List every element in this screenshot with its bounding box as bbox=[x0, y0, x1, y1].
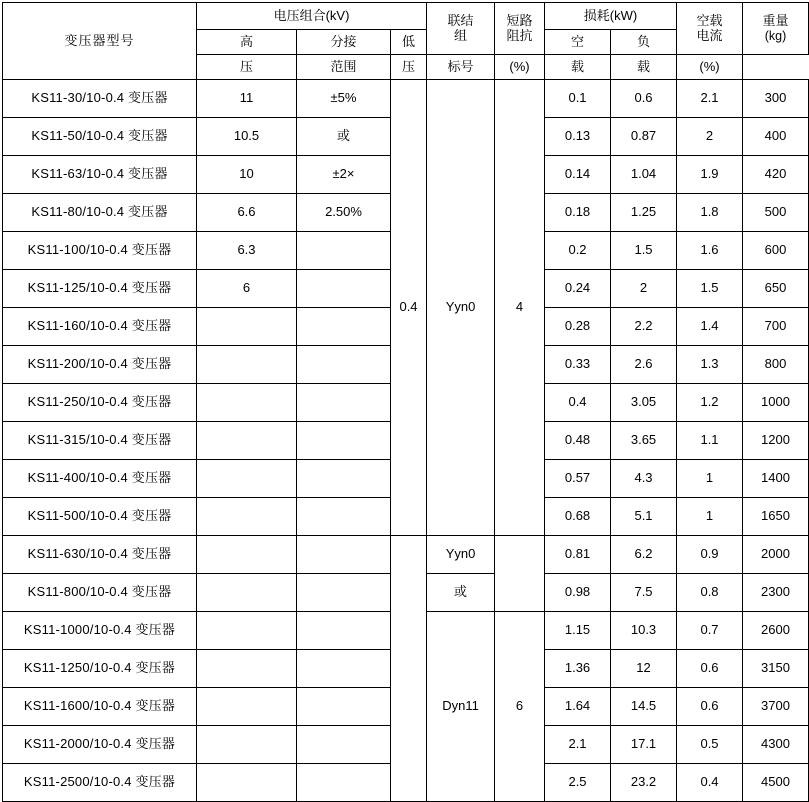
cell-high: 6.6 bbox=[197, 194, 297, 232]
cell-high bbox=[197, 574, 297, 612]
cell-load-loss: 3.05 bbox=[611, 384, 677, 422]
cell-model: KS11-2500/10-0.4 变压器 bbox=[3, 764, 197, 802]
cell-model: KS11-50/10-0.4 变压器 bbox=[3, 118, 197, 156]
cell-tap bbox=[297, 574, 391, 612]
cell-tap bbox=[297, 688, 391, 726]
cell-no-load-current: 0.9 bbox=[677, 536, 743, 574]
header-no-load-current-unit: (%) bbox=[677, 55, 743, 80]
cell-no-load-loss: 0.57 bbox=[545, 460, 611, 498]
table-row bbox=[3, 80, 809, 118]
cell-weight: 400 bbox=[743, 118, 809, 156]
cell-load-loss: 2.6 bbox=[611, 346, 677, 384]
header-impedance bbox=[495, 3, 545, 55]
header-load-1: 负 bbox=[611, 30, 677, 55]
cell-no-load-current: 0.6 bbox=[677, 650, 743, 688]
cell-high bbox=[197, 498, 297, 536]
cell-model: KS11-125/10-0.4 变压器 bbox=[3, 270, 197, 308]
cell-weight: 700 bbox=[743, 308, 809, 346]
cell-weight: 2600 bbox=[743, 612, 809, 650]
cell-weight: 300 bbox=[743, 80, 809, 118]
cell-load-loss: 6.2 bbox=[611, 536, 677, 574]
cell-model: KS11-400/10-0.4 变压器 bbox=[3, 460, 197, 498]
cell-high bbox=[197, 764, 297, 802]
cell-weight: 500 bbox=[743, 194, 809, 232]
cell-load-loss: 3.65 bbox=[611, 422, 677, 460]
header-no-load-current-line1: 空载 bbox=[696, 12, 723, 28]
cell-tap bbox=[297, 308, 391, 346]
cell-model: KS11-100/10-0.4 变压器 bbox=[3, 232, 197, 270]
cell-tap bbox=[297, 346, 391, 384]
cell-high: 6.3 bbox=[197, 232, 297, 270]
cell-weight: 3700 bbox=[743, 688, 809, 726]
cell-model: KS11-250/10-0.4 变压器 bbox=[3, 384, 197, 422]
header-no-load-current-line2: 电流 bbox=[696, 27, 723, 43]
cell-weight: 3150 bbox=[743, 650, 809, 688]
cell-weight: 4500 bbox=[743, 764, 809, 802]
cell-no-load-current: 1.3 bbox=[677, 346, 743, 384]
cell-low-voltage-merged: 0.4 bbox=[391, 80, 427, 536]
cell-model: KS11-1250/10-0.4 变压器 bbox=[3, 650, 197, 688]
cell-weight: 650 bbox=[743, 270, 809, 308]
header-loss: 损耗(kW) bbox=[545, 3, 677, 30]
cell-tap bbox=[297, 422, 391, 460]
cell-no-load-current: 1.1 bbox=[677, 422, 743, 460]
cell-no-load-loss: 0.1 bbox=[545, 80, 611, 118]
cell-group-merged-top: Yyn0 bbox=[427, 80, 495, 536]
header-row-1 bbox=[3, 3, 809, 30]
cell-model: KS11-1000/10-0.4 变压器 bbox=[3, 612, 197, 650]
cell-load-loss: 2 bbox=[611, 270, 677, 308]
cell-weight: 1000 bbox=[743, 384, 809, 422]
header-high-2: 压 bbox=[197, 55, 297, 80]
cell-no-load-loss: 0.28 bbox=[545, 308, 611, 346]
cell-load-loss: 2.2 bbox=[611, 308, 677, 346]
cell-load-loss: 17.1 bbox=[611, 726, 677, 764]
cell-tap bbox=[297, 536, 391, 574]
cell-no-load-loss: 0.33 bbox=[545, 346, 611, 384]
cell-tap bbox=[297, 726, 391, 764]
cell-model: KS11-500/10-0.4 变压器 bbox=[3, 498, 197, 536]
cell-model: KS11-2000/10-0.4 变压器 bbox=[3, 726, 197, 764]
cell-high: 10 bbox=[197, 156, 297, 194]
cell-no-load-loss: 0.98 bbox=[545, 574, 611, 612]
cell-no-load-loss: 0.48 bbox=[545, 422, 611, 460]
cell-weight: 2000 bbox=[743, 536, 809, 574]
cell-high bbox=[197, 612, 297, 650]
header-impedance-line1: 短路 bbox=[506, 12, 533, 28]
cell-no-load-current: 1 bbox=[677, 460, 743, 498]
cell-no-load-current: 1.2 bbox=[677, 384, 743, 422]
spec-sheet bbox=[0, 2, 790, 790]
cell-tap bbox=[297, 650, 391, 688]
header-impedance-unit: (%) bbox=[495, 55, 545, 80]
cell-tap: 或 bbox=[297, 118, 391, 156]
cell-no-load-current: 0.5 bbox=[677, 726, 743, 764]
cell-no-load-current: 1.9 bbox=[677, 156, 743, 194]
cell-model: KS11-1600/10-0.4 变压器 bbox=[3, 688, 197, 726]
cell-tap: ±2× bbox=[297, 156, 391, 194]
cell-tap bbox=[297, 764, 391, 802]
header-load-2: 载 bbox=[611, 55, 677, 80]
cell-tap bbox=[297, 612, 391, 650]
cell-tap: ±5% bbox=[297, 80, 391, 118]
cell-no-load-loss: 0.68 bbox=[545, 498, 611, 536]
cell-tap: 2.50% bbox=[297, 194, 391, 232]
cell-impedance-blank bbox=[495, 536, 545, 612]
header-weight bbox=[743, 3, 809, 55]
cell-model: KS11-200/10-0.4 变压器 bbox=[3, 346, 197, 384]
header-no-load-1: 空 bbox=[545, 30, 611, 55]
cell-weight: 1400 bbox=[743, 460, 809, 498]
cell-group-dyn11: Dyn11 bbox=[427, 612, 495, 802]
header-low-2: 压 bbox=[391, 55, 427, 80]
cell-high bbox=[197, 308, 297, 346]
cell-model: KS11-63/10-0.4 变压器 bbox=[3, 156, 197, 194]
cell-weight: 1650 bbox=[743, 498, 809, 536]
header-tap-2: 范围 bbox=[297, 55, 391, 80]
cell-weight: 800 bbox=[743, 346, 809, 384]
cell-no-load-loss: 0.18 bbox=[545, 194, 611, 232]
cell-no-load-current: 1.8 bbox=[677, 194, 743, 232]
cell-no-load-current: 1.5 bbox=[677, 270, 743, 308]
cell-weight: 2300 bbox=[743, 574, 809, 612]
header-impedance-line2: 阻抗 bbox=[506, 27, 533, 43]
header-connection-group bbox=[427, 3, 495, 55]
header-voltage-combination: 电压组合(kV) bbox=[197, 3, 427, 30]
cell-no-load-loss: 1.36 bbox=[545, 650, 611, 688]
cell-no-load-loss: 2.5 bbox=[545, 764, 611, 802]
cell-load-loss: 7.5 bbox=[611, 574, 677, 612]
cell-load-loss: 5.1 bbox=[611, 498, 677, 536]
cell-tap bbox=[297, 384, 391, 422]
cell-no-load-current: 2.1 bbox=[677, 80, 743, 118]
cell-no-load-loss: 0.13 bbox=[545, 118, 611, 156]
cell-high: 10.5 bbox=[197, 118, 297, 156]
cell-no-load-current: 1.4 bbox=[677, 308, 743, 346]
cell-load-loss: 1.25 bbox=[611, 194, 677, 232]
table-row bbox=[3, 536, 809, 574]
cell-tap bbox=[297, 498, 391, 536]
cell-group-or: 或 bbox=[427, 574, 495, 612]
cell-no-load-current: 2 bbox=[677, 118, 743, 156]
cell-load-loss: 14.5 bbox=[611, 688, 677, 726]
cell-model: KS11-30/10-0.4 变压器 bbox=[3, 80, 197, 118]
cell-load-loss: 1.5 bbox=[611, 232, 677, 270]
cell-no-load-current: 0.7 bbox=[677, 612, 743, 650]
header-no-load-2: 载 bbox=[545, 55, 611, 80]
header-tap-1: 分接 bbox=[297, 30, 391, 55]
cell-high bbox=[197, 536, 297, 574]
cell-load-loss: 10.3 bbox=[611, 612, 677, 650]
cell-group-yyn0: Yyn0 bbox=[427, 536, 495, 574]
cell-high: 6 bbox=[197, 270, 297, 308]
cell-load-loss: 23.2 bbox=[611, 764, 677, 802]
transformer-spec-table bbox=[2, 2, 809, 802]
cell-model: KS11-160/10-0.4 变压器 bbox=[3, 308, 197, 346]
cell-load-loss: 1.04 bbox=[611, 156, 677, 194]
cell-load-loss: 0.87 bbox=[611, 118, 677, 156]
cell-weight: 600 bbox=[743, 232, 809, 270]
header-connection-group-line2: 组 bbox=[454, 27, 468, 43]
cell-no-load-loss: 2.1 bbox=[545, 726, 611, 764]
cell-no-load-current: 1 bbox=[677, 498, 743, 536]
header-weight-unit: (kg) bbox=[764, 28, 787, 43]
header-no-load-current bbox=[677, 3, 743, 55]
cell-tap bbox=[297, 232, 391, 270]
header-weight-label: 重量 bbox=[762, 12, 789, 28]
cell-model: KS11-630/10-0.4 变压器 bbox=[3, 536, 197, 574]
cell-no-load-loss: 1.64 bbox=[545, 688, 611, 726]
header-connection-group-line1: 联结 bbox=[447, 12, 474, 28]
cell-load-loss: 4.3 bbox=[611, 460, 677, 498]
cell-no-load-loss: 0.4 bbox=[545, 384, 611, 422]
cell-high bbox=[197, 422, 297, 460]
cell-high bbox=[197, 346, 297, 384]
cell-high bbox=[197, 460, 297, 498]
cell-no-load-current: 0.8 bbox=[677, 574, 743, 612]
cell-high: 11 bbox=[197, 80, 297, 118]
cell-no-load-current: 0.6 bbox=[677, 688, 743, 726]
cell-no-load-current: 1.6 bbox=[677, 232, 743, 270]
cell-no-load-loss: 1.15 bbox=[545, 612, 611, 650]
cell-high bbox=[197, 688, 297, 726]
cell-high bbox=[197, 726, 297, 764]
cell-no-load-loss: 0.2 bbox=[545, 232, 611, 270]
cell-load-loss: 0.6 bbox=[611, 80, 677, 118]
cell-model: KS11-80/10-0.4 变压器 bbox=[3, 194, 197, 232]
cell-weight: 1200 bbox=[743, 422, 809, 460]
cell-no-load-loss: 0.81 bbox=[545, 536, 611, 574]
cell-high bbox=[197, 650, 297, 688]
header-low-1: 低 bbox=[391, 30, 427, 55]
cell-load-loss: 12 bbox=[611, 650, 677, 688]
cell-no-load-loss: 0.14 bbox=[545, 156, 611, 194]
header-connection-symbol: 标号 bbox=[427, 55, 495, 80]
cell-weight: 420 bbox=[743, 156, 809, 194]
cell-weight: 4300 bbox=[743, 726, 809, 764]
cell-impedance-merged-bottom: 6 bbox=[495, 612, 545, 802]
cell-model: KS11-315/10-0.4 变压器 bbox=[3, 422, 197, 460]
cell-high bbox=[197, 384, 297, 422]
cell-no-load-loss: 0.24 bbox=[545, 270, 611, 308]
header-model: 变压器型号 bbox=[3, 3, 197, 80]
cell-impedance-merged-top: 4 bbox=[495, 80, 545, 536]
header-high-1: 高 bbox=[197, 30, 297, 55]
cell-model: KS11-800/10-0.4 变压器 bbox=[3, 574, 197, 612]
cell-tap bbox=[297, 460, 391, 498]
cell-no-load-current: 0.4 bbox=[677, 764, 743, 802]
cell-low-voltage-merged-2 bbox=[391, 536, 427, 802]
cell-tap bbox=[297, 270, 391, 308]
